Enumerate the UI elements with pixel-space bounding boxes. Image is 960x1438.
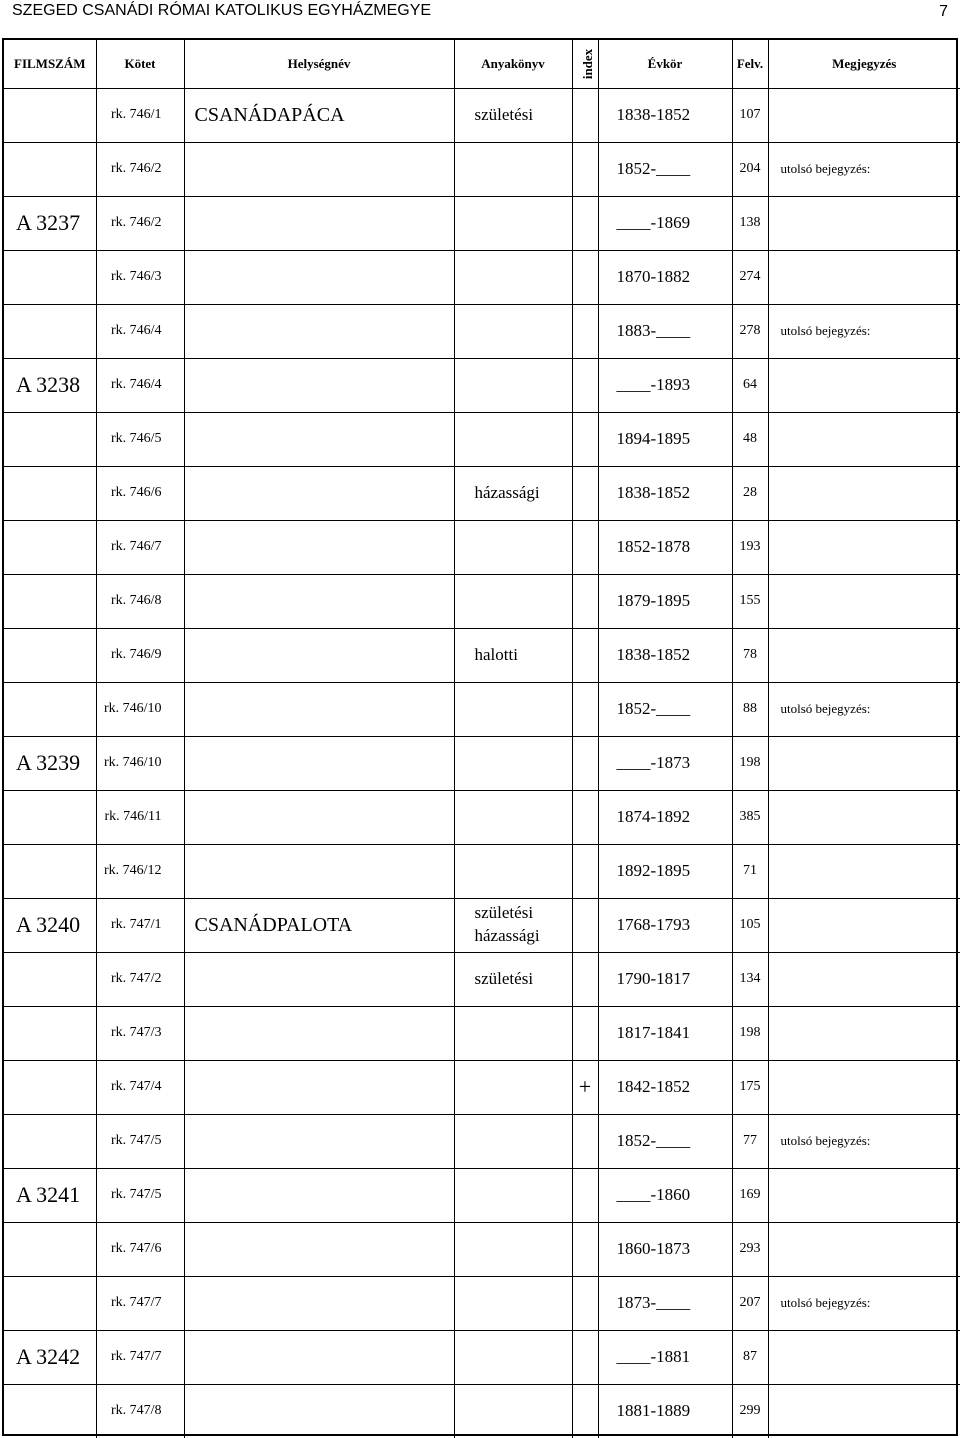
megjegyzes-cell [768, 412, 960, 466]
evkor-cell: 1768-1793 [598, 898, 732, 952]
kotet-cell: rk. 746/7 [96, 520, 184, 574]
kotet-cell: rk. 746/1 [96, 88, 184, 142]
helysegnev-cell [184, 142, 454, 196]
anyakonyv-line: születési [474, 903, 534, 923]
helysegnev-cell [184, 1060, 454, 1114]
felvetel-cell: 87 [732, 1330, 768, 1384]
helysegnev-cell: CSANÁDAPÁCA [184, 88, 454, 142]
megjegyzes-cell [768, 628, 960, 682]
megjegyzes-cell: utolsó bejegyzés: [768, 1276, 960, 1330]
kotet-cell: rk. 747/5 [96, 1168, 184, 1222]
kotet-cell: rk. 747/4 [96, 1060, 184, 1114]
anyakonyv-cell: születési [454, 952, 572, 1006]
kotet-cell: rk. 746/2 [96, 196, 184, 250]
filmszam-cell [4, 628, 96, 682]
anyakonyv-cell [454, 1060, 572, 1114]
felvetel-cell: 105 [732, 898, 768, 952]
kotet-cell: rk. 746/3 [96, 250, 184, 304]
index-cell [572, 736, 598, 790]
evkor-cell: ____-1893 [598, 358, 732, 412]
anyakonyv-cell [454, 736, 572, 790]
table-row [4, 142, 960, 196]
anyakonyv-cell [454, 1384, 572, 1438]
evkor-cell: 1838-1852 [598, 466, 732, 520]
column-header-anyakonyv: Anyakönyv [454, 40, 572, 88]
helysegnev-cell [184, 790, 454, 844]
index-cell [572, 358, 598, 412]
kotet-cell: rk. 746/4 [96, 304, 184, 358]
index-cell [572, 1114, 598, 1168]
helysegnev-cell [184, 466, 454, 520]
table-row [4, 1222, 960, 1276]
anyakonyv-cell [454, 1168, 572, 1222]
filmszam-cell: A 3239 [4, 736, 96, 790]
table-row [4, 1330, 960, 1384]
evkor-cell: ____-1881 [598, 1330, 732, 1384]
felvetel-cell: 78 [732, 628, 768, 682]
helysegnev-cell [184, 682, 454, 736]
register-table [4, 40, 960, 1438]
kotet-cell: rk. 746/4 [96, 358, 184, 412]
helysegnev-cell [184, 250, 454, 304]
megjegyzes-cell [768, 88, 960, 142]
anyakonyv-cell [454, 1330, 572, 1384]
felvetel-cell: 385 [732, 790, 768, 844]
filmszam-cell: A 3240 [4, 898, 96, 952]
kotet-cell: rk. 747/3 [96, 1006, 184, 1060]
index-cell [572, 412, 598, 466]
evkor-cell: 1838-1852 [598, 88, 732, 142]
filmszam-cell [4, 1384, 96, 1438]
table-row [4, 304, 960, 358]
evkor-cell: ____-1860 [598, 1168, 732, 1222]
anyakonyv-cell: születési [454, 88, 572, 142]
index-cell [572, 574, 598, 628]
felvetel-cell: 88 [732, 682, 768, 736]
kotet-cell: rk. 746/2 [96, 142, 184, 196]
kotet-cell: rk. 747/7 [96, 1276, 184, 1330]
kotet-cell: rk. 747/5 [96, 1114, 184, 1168]
index-cell [572, 1384, 598, 1438]
megjegyzes-cell: utolsó bejegyzés: [768, 142, 960, 196]
megjegyzes-cell [768, 1060, 960, 1114]
evkor-cell: 1817-1841 [598, 1006, 732, 1060]
table-row [4, 898, 960, 952]
helysegnev-cell [184, 1222, 454, 1276]
felvetel-cell: 198 [732, 736, 768, 790]
filmszam-cell [4, 142, 96, 196]
helysegnev-cell [184, 304, 454, 358]
filmszam-cell [4, 1276, 96, 1330]
evkor-cell: 1860-1873 [598, 1222, 732, 1276]
index-cell [572, 1330, 598, 1384]
index-cell [572, 1006, 598, 1060]
filmszam-cell [4, 682, 96, 736]
evkor-cell: 1842-1852 [598, 1060, 732, 1114]
table-row [4, 1276, 960, 1330]
index-cell [572, 520, 598, 574]
helysegnev-cell [184, 196, 454, 250]
index-cell [572, 952, 598, 1006]
felvetel-cell: 207 [732, 1276, 768, 1330]
helysegnev-cell [184, 1114, 454, 1168]
column-header-evkor: Évkör [598, 40, 732, 88]
kotet-cell: rk. 746/11 [96, 790, 184, 844]
felvetel-cell: 175 [732, 1060, 768, 1114]
filmszam-cell [4, 1060, 96, 1114]
filmszam-cell [4, 304, 96, 358]
table-row [4, 682, 960, 736]
megjegyzes-cell [768, 844, 960, 898]
megjegyzes-cell [768, 196, 960, 250]
table-row [4, 466, 960, 520]
felvetel-cell: 193 [732, 520, 768, 574]
table-row [4, 574, 960, 628]
index-cell [572, 196, 598, 250]
anyakonyv-line: házassági [474, 926, 540, 945]
kotet-cell: rk. 746/9 [96, 628, 184, 682]
filmszam-cell [4, 250, 96, 304]
felvetel-cell: 64 [732, 358, 768, 412]
document-title: SZEGED CSANÁDI RÓMAI KATOLIKUS EGYHÁZMEGYE [12, 2, 432, 19]
table-row [4, 1060, 960, 1114]
helysegnev-cell [184, 1006, 454, 1060]
filmszam-cell [4, 412, 96, 466]
table-row [4, 790, 960, 844]
felvetel-cell: 204 [732, 142, 768, 196]
anyakonyv-cell [454, 304, 572, 358]
anyakonyv-cell [454, 682, 572, 736]
filmszam-cell: A 3237 [4, 196, 96, 250]
table-row [4, 250, 960, 304]
column-header-felv: Felv. [732, 40, 768, 88]
felvetel-cell: 48 [732, 412, 768, 466]
filmszam-cell [4, 520, 96, 574]
kotet-cell: rk. 746/10 [96, 682, 184, 736]
felvetel-cell: 134 [732, 952, 768, 1006]
evkor-cell: 1883-____ [598, 304, 732, 358]
table-row [4, 844, 960, 898]
megjegyzes-cell: utolsó bejegyzés: [768, 682, 960, 736]
kotet-cell: rk. 747/2 [96, 952, 184, 1006]
megjegyzes-cell [768, 898, 960, 952]
filmszam-cell [4, 952, 96, 1006]
helysegnev-cell [184, 1276, 454, 1330]
evkor-cell: 1852-1878 [598, 520, 732, 574]
column-header-index [572, 40, 598, 88]
felvetel-cell: 107 [732, 88, 768, 142]
filmszam-cell [4, 466, 96, 520]
anyakonyv-cell: halotti [454, 628, 572, 682]
felvetel-cell: 293 [732, 1222, 768, 1276]
kotet-cell: rk. 747/6 [96, 1222, 184, 1276]
table-row [4, 628, 960, 682]
kotet-cell: rk. 746/8 [96, 574, 184, 628]
helysegnev-cell [184, 1330, 454, 1384]
column-header-helysegnev: Helységnév [184, 40, 454, 88]
felvetel-cell: 198 [732, 1006, 768, 1060]
helysegnev-cell [184, 358, 454, 412]
evkor-cell: 1790-1817 [598, 952, 732, 1006]
helysegnev-cell [184, 1384, 454, 1438]
megjegyzes-cell [768, 466, 960, 520]
helysegnev-cell: CSANÁDPALOTA [184, 898, 454, 952]
evkor-cell: 1881-1889 [598, 1384, 732, 1438]
megjegyzes-cell [768, 952, 960, 1006]
filmszam-cell [4, 1114, 96, 1168]
index-cell [572, 844, 598, 898]
filmszam-cell [4, 1006, 96, 1060]
anyakonyv-cell [454, 844, 572, 898]
megjegyzes-cell: utolsó bejegyzés: [768, 304, 960, 358]
anyakonyv-cell [454, 358, 572, 412]
index-cell [572, 250, 598, 304]
table-body [4, 88, 960, 1438]
megjegyzes-cell [768, 736, 960, 790]
megjegyzes-cell [768, 574, 960, 628]
register-table-frame [2, 38, 958, 1436]
kotet-cell: rk. 746/5 [96, 412, 184, 466]
table-row [4, 736, 960, 790]
anyakonyv-cell [454, 142, 572, 196]
anyakonyv-cell [454, 1006, 572, 1060]
felvetel-cell: 278 [732, 304, 768, 358]
felvetel-cell: 155 [732, 574, 768, 628]
helysegnev-cell [184, 574, 454, 628]
index-cell [572, 142, 598, 196]
filmszam-cell [4, 844, 96, 898]
column-header-megjegyzes: Megjegyzés [768, 40, 960, 88]
evkor-cell: 1874-1892 [598, 790, 732, 844]
megjegyzes-cell [768, 1222, 960, 1276]
megjegyzes-cell [768, 1384, 960, 1438]
kotet-cell: rk. 746/10 [96, 736, 184, 790]
filmszam-cell [4, 88, 96, 142]
felvetel-cell: 169 [732, 1168, 768, 1222]
anyakonyv-cell [454, 790, 572, 844]
megjegyzes-cell [768, 1168, 960, 1222]
index-cell [572, 628, 598, 682]
filmszam-cell: A 3242 [4, 1330, 96, 1384]
index-cell [572, 1222, 598, 1276]
evkor-cell: 1852-____ [598, 142, 732, 196]
filmszam-cell: A 3238 [4, 358, 96, 412]
felvetel-cell: 77 [732, 1114, 768, 1168]
megjegyzes-cell [768, 790, 960, 844]
evkor-cell: 1892-1895 [598, 844, 732, 898]
anyakonyv-cell [454, 1114, 572, 1168]
felvetel-cell: 274 [732, 250, 768, 304]
column-header-filmszam: FILMSZÁM [4, 40, 96, 88]
kotet-cell: rk. 747/1 [96, 898, 184, 952]
megjegyzes-cell [768, 358, 960, 412]
helysegnev-cell [184, 520, 454, 574]
index-cell [572, 682, 598, 736]
helysegnev-cell [184, 1168, 454, 1222]
table-row [4, 952, 960, 1006]
helysegnev-cell [184, 412, 454, 466]
index-cell [572, 466, 598, 520]
anyakonyv-cell [454, 1276, 572, 1330]
kotet-cell: rk. 746/6 [96, 466, 184, 520]
megjegyzes-cell [768, 1330, 960, 1384]
table-row [4, 358, 960, 412]
index-cell [572, 790, 598, 844]
index-cell [572, 898, 598, 952]
anyakonyv-cell: házassági [454, 466, 572, 520]
felvetel-cell: 299 [732, 1384, 768, 1438]
kotet-cell: rk. 747/8 [96, 1384, 184, 1438]
table-row [4, 1384, 960, 1438]
evkor-cell: 1852-____ [598, 1114, 732, 1168]
table-row [4, 1168, 960, 1222]
anyakonyv-cell [454, 574, 572, 628]
index-cell: + [572, 1060, 598, 1114]
table-row [4, 1114, 960, 1168]
evkor-cell: 1894-1895 [598, 412, 732, 466]
filmszam-cell [4, 1222, 96, 1276]
anyakonyv-cell [454, 520, 572, 574]
table-row [4, 88, 960, 142]
table-row [4, 520, 960, 574]
table-row [4, 1006, 960, 1060]
anyakonyv-cell [454, 250, 572, 304]
index-cell [572, 304, 598, 358]
helysegnev-cell [184, 952, 454, 1006]
felvetel-cell: 28 [732, 466, 768, 520]
megjegyzes-cell [768, 1006, 960, 1060]
index-cell [572, 1276, 598, 1330]
anyakonyv-cell [454, 412, 572, 466]
helysegnev-cell [184, 628, 454, 682]
index-label: index [579, 48, 595, 79]
anyakonyv-cell [454, 1222, 572, 1276]
evkor-cell: ____-1873 [598, 736, 732, 790]
page-header [0, 0, 960, 30]
felvetel-cell: 138 [732, 196, 768, 250]
kotet-cell: rk. 746/12 [96, 844, 184, 898]
table-header-row [4, 40, 960, 88]
evkor-cell: ____-1869 [598, 196, 732, 250]
index-cell [572, 1168, 598, 1222]
evkor-cell: 1870-1882 [598, 250, 732, 304]
evkor-cell: 1873-____ [598, 1276, 732, 1330]
anyakonyv-cell [454, 196, 572, 250]
column-header-kotet: Kötet [96, 40, 184, 88]
megjegyzes-cell [768, 520, 960, 574]
helysegnev-cell [184, 844, 454, 898]
table-row [4, 196, 960, 250]
filmszam-cell [4, 790, 96, 844]
filmszam-cell: A 3241 [4, 1168, 96, 1222]
anyakonyv-cell [454, 898, 572, 952]
page-number: 7 [939, 3, 948, 20]
evkor-cell: 1852-____ [598, 682, 732, 736]
index-cell [572, 88, 598, 142]
table-row [4, 412, 960, 466]
filmszam-cell [4, 574, 96, 628]
kotet-cell: rk. 747/7 [96, 1330, 184, 1384]
evkor-cell: 1879-1895 [598, 574, 732, 628]
megjegyzes-cell [768, 250, 960, 304]
felvetel-cell: 71 [732, 844, 768, 898]
helysegnev-cell [184, 736, 454, 790]
evkor-cell: 1838-1852 [598, 628, 732, 682]
megjegyzes-cell: utolsó bejegyzés: [768, 1114, 960, 1168]
